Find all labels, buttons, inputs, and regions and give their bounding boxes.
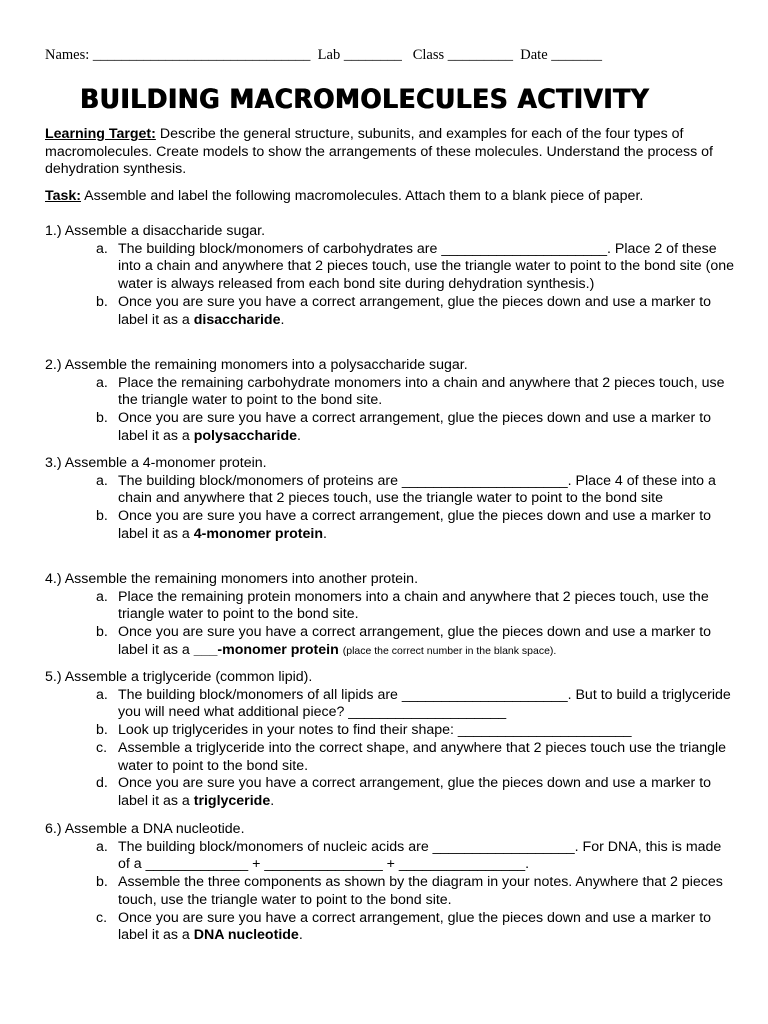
item-letter: c. — [96, 909, 108, 926]
item-text: Assemble the three components as shown by the diagram in your notes. Anywhere that 2 pieces touch, use the triangle water to point to the bond site. — [118, 874, 723, 908]
lab-label: Lab — [317, 47, 341, 63]
item-bold-term: triglyceride — [193, 792, 271, 809]
header-fields — [45, 47, 745, 64]
item-text: The building block/monomers of nucleic acids are __________________. For DNA, this is made of a _____________ + _______________ + ________________. — [118, 838, 722, 873]
section-3-protein — [45, 455, 735, 544]
item-bold-term: disaccharide — [193, 311, 281, 328]
class-label: Class — [412, 47, 445, 63]
list-item — [45, 775, 735, 810]
list-item — [45, 375, 735, 410]
list-item — [45, 294, 735, 329]
section-heading: 4.) Assemble the remaining monomers into another protein. — [45, 571, 419, 587]
item-after: . — [280, 311, 285, 328]
item-letter: a. — [96, 240, 108, 257]
list-item — [45, 740, 735, 775]
list-item — [45, 722, 735, 740]
item-letter: b. — [96, 722, 108, 739]
item-text: Once you are sure you have a correct arrangement, glue the pieces down and use a marker to label it as a — [118, 775, 712, 809]
section-2-polysaccharide — [45, 357, 735, 446]
section-6-dna-nucleotide — [45, 821, 735, 945]
list-item — [45, 589, 735, 624]
section-heading: 5.) Assemble a triglyceride (common lipid). — [45, 669, 313, 685]
item-letter: b. — [96, 624, 108, 641]
item-text: Place the remaining carbohydrate monomers into a chain and anywhere that 2 pieces touch, use the triangle water to point to the bond site. — [118, 374, 725, 409]
learning-target-label: Learning Target: — [45, 126, 156, 142]
item-bold-term: DNA nucleotide — [193, 927, 299, 944]
item-bold-term: polysaccharide — [193, 427, 298, 444]
item-letter: b. — [96, 410, 108, 427]
page-title: BUILDING MACROMOLECULES ACTIVITY — [80, 83, 650, 115]
names-blank[interactable]: ______________________________ — [92, 47, 311, 63]
item-after: . — [270, 792, 275, 809]
section-heading: 1.) Assemble a disaccharide sugar. — [45, 223, 266, 239]
item-letter: d. — [96, 775, 108, 792]
list-item — [45, 624, 735, 660]
item-text: Once you are sure you have a correct arrangement, glue the pieces down and use a marker to label it as a — [118, 624, 712, 658]
list-item — [45, 839, 735, 874]
class-blank[interactable]: _________ — [447, 47, 514, 63]
task-statement — [45, 188, 735, 206]
date-label: Date — [520, 47, 548, 63]
item-note: (place the correct number in the blank space). — [342, 644, 557, 657]
item-letter: c. — [96, 739, 108, 756]
item-letter: a. — [96, 838, 108, 855]
item-text: The building block/monomers of all lipids are _____________________. But to build a triglyceride you will need what additional piece? ____________________ — [118, 686, 731, 721]
list-item — [45, 508, 735, 543]
lab-blank[interactable]: ________ — [343, 47, 402, 63]
list-item — [45, 687, 735, 722]
list-item — [45, 874, 735, 909]
learning-target — [45, 126, 735, 179]
item-letter: b. — [96, 874, 108, 891]
item-letter: b. — [96, 293, 108, 310]
task-text: Assemble and label the following macromolecules. Attach them to a blank piece of paper. — [81, 188, 644, 204]
section-heading: 3.) Assemble a 4-monomer protein. — [45, 455, 267, 471]
item-letter: a. — [96, 686, 108, 703]
item-text: Once you are sure you have a correct arrangement, glue the pieces down and use a marker to label it as a — [118, 508, 712, 542]
item-text: Assemble a triglyceride into the correct shape, and anywhere that 2 pieces touch use the triangle water to point to the bond site. — [118, 739, 727, 774]
item-text: Look up triglycerides in your notes to find their shape: ______________________ — [118, 722, 632, 739]
item-text: Place the remaining protein monomers into a chain and anywhere that 2 pieces touch, use the triangle water to point to the bond site. — [118, 588, 709, 623]
item-after: . — [297, 427, 301, 444]
list-item — [45, 910, 735, 945]
item-text: The building block/monomers of carbohydrates are _____________________. Place 2 of these into a chain and anywhere that 2 pieces touch, use the triangle water to point to the bond site (one water is always released from each bond site during dehydration synthesis.) — [118, 240, 734, 293]
learning-target-text: Describe the general structure, subunits, and examples for each of the four types of macromolecules. Create models to show the arrangements of these molecules. Understand the process of dehydration synthesis. — [45, 126, 713, 178]
item-bold-term: ___-monomer protein — [193, 641, 339, 658]
item-text: Once you are sure you have a correct arrangement, glue the pieces down and use a marker to label it as a — [118, 909, 712, 944]
section-heading: 2.) Assemble the remaining monomers into a polysaccharide sugar. — [45, 357, 468, 373]
item-text: Once you are sure you have a correct arrangement, glue the pieces down and use a marker to label it as a — [118, 410, 712, 444]
item-letter: a. — [96, 588, 108, 605]
section-4-protein — [45, 571, 735, 661]
section-heading: 6.) Assemble a DNA nucleotide. — [45, 821, 245, 837]
item-after: . — [298, 927, 303, 944]
names-label: Names: — [45, 47, 90, 63]
item-text: Once you are sure you have a correct arrangement, glue the pieces down and use a marker to label it as a — [118, 293, 712, 328]
item-letter: a. — [96, 374, 108, 391]
list-item — [45, 241, 735, 294]
task-label: Task: — [45, 188, 82, 204]
list-item — [45, 410, 735, 445]
item-text: The building block/monomers of proteins are _____________________. Place 4 of these into a chain and anywhere that 2 pieces touch, use the triangle water to point to the bond site — [118, 472, 716, 507]
list-item — [45, 473, 735, 508]
item-letter: a. — [96, 472, 108, 489]
date-blank[interactable]: _______ — [551, 47, 603, 63]
section-5-triglyceride — [45, 669, 735, 811]
section-1-disaccharide — [45, 223, 735, 329]
item-bold-term: 4-monomer protein — [193, 525, 323, 542]
item-after: . — [323, 525, 327, 542]
item-letter: b. — [96, 508, 108, 525]
